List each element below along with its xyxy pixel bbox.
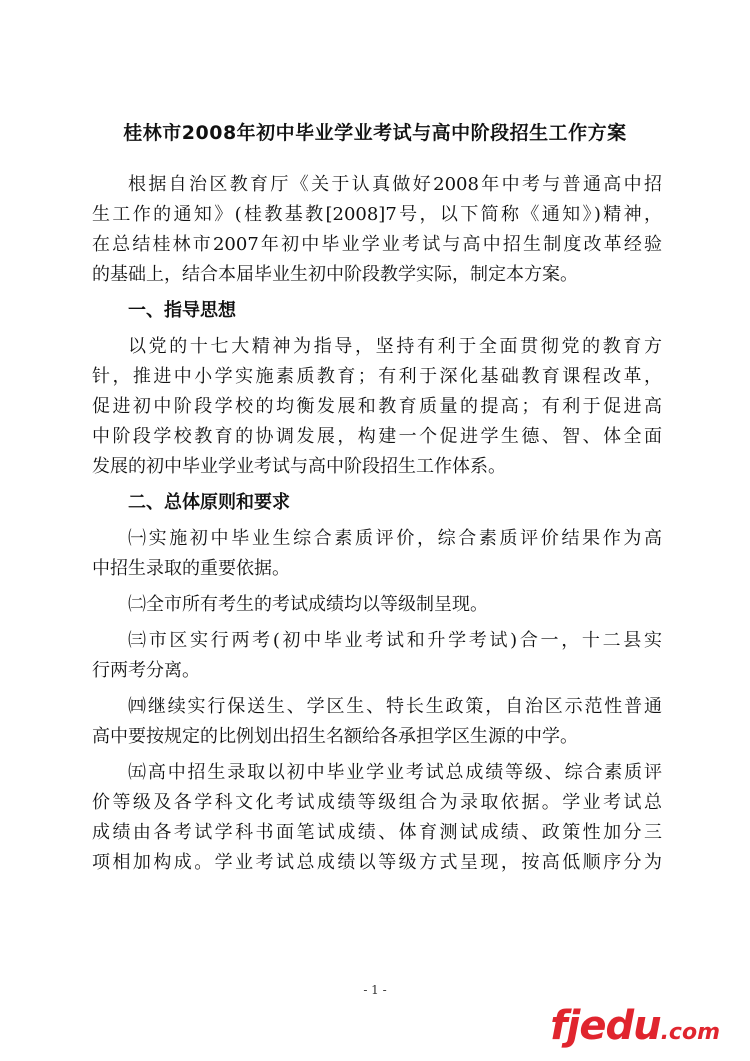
watermark-main-text: fjedu <box>550 1003 661 1049</box>
item-line: ㈠实施初中毕业生综合素质评价，综合素质评价结果作为高 <box>128 528 662 549</box>
section1-paragraph <box>92 332 662 482</box>
item-line: 中招生录取的重要依据。 <box>92 558 290 579</box>
intro-line: 根据自治区教育厅《关于认真做好2008年中考与普通高中招 <box>128 174 662 195</box>
item-line: 项相加构成。学业考试总成绩以等级方式呈现，按高低顺序分为 <box>92 852 662 873</box>
principle-item-2 <box>92 590 662 620</box>
intro-line: 在总结桂林市2007年初中毕业学业考试与高中招生制度改革经验 <box>92 234 662 255</box>
page-number: - 1 - <box>363 983 387 997</box>
watermark-suffix-text: .com <box>660 1020 720 1045</box>
principle-item-1 <box>92 524 662 584</box>
section1-line: 中阶段学校教育的协调发展，构建一个促进学生德、智、体全面 <box>92 426 662 447</box>
section1-line: 发展的初中毕业学业考试与高中阶段招生工作体系。 <box>92 456 506 477</box>
intro-paragraph <box>92 170 662 290</box>
intro-line: 的基础上，结合本届毕业生初中阶段教学实际，制定本方案。 <box>92 264 578 285</box>
section-heading-principles: 二、总体原则和要求 <box>128 492 290 513</box>
document-title: 桂林市2008年初中毕业学业考试与高中阶段招生工作方案 <box>123 122 627 144</box>
site-watermark-logo <box>550 1003 720 1049</box>
item-line: ㈡全市所有考生的考试成绩均以等级制呈现。 <box>128 594 488 615</box>
item-line: 成绩由各考试学科书面笔试成绩、体育测试成绩、政策性加分三 <box>92 822 662 843</box>
section1-line: 针，推进中小学实施素质教育；有利于深化基础教育课程改革， <box>92 366 662 387</box>
intro-line: 生工作的通知》(桂教基教[2008]7号，以下简称《通知》)精神， <box>92 204 662 225</box>
item-line: 行两考分离。 <box>92 660 200 681</box>
item-line: ㈢市区实行两考(初中毕业考试和升学考试)合一，十二县实 <box>128 630 662 651</box>
item-line: ㈤高中招生录取以初中毕业学业考试总成绩等级、综合素质评 <box>128 762 662 783</box>
principle-item-3 <box>92 626 662 686</box>
item-line: 价等级及各学科文化考试成绩等级组合为录取依据。学业考试总 <box>92 792 662 813</box>
section1-line: 以党的十七大精神为指导，坚持有利于全面贯彻党的教育方 <box>128 336 662 357</box>
section-heading-guiding-ideology: 一、指导思想 <box>128 300 236 321</box>
document-body <box>92 170 662 884</box>
item-line: 高中要按规定的比例划出招生名额给各承担学区生源的中学。 <box>92 726 578 747</box>
item-line: ㈣继续实行保送生、学区生、特长生政策，自治区示范性普通 <box>128 696 662 717</box>
principle-item-5 <box>92 758 662 878</box>
section1-line: 促进初中阶段学校的均衡发展和教育质量的提高；有利于促进高 <box>92 396 662 417</box>
principle-item-4 <box>92 692 662 752</box>
